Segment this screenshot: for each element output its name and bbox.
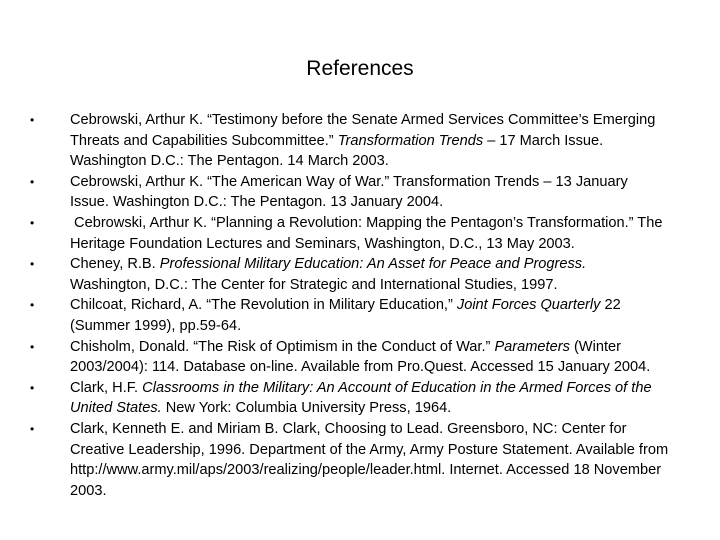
bullet-icon: • — [30, 174, 35, 189]
reference-segment: Cebrowski, Arthur K. “The American Way of War.” Transformation Trends – 13 January Issue. Washington D.C.: The Pentagon. 13 January 2004. — [70, 173, 628, 211]
reference-segment: (Winter 2003/2004): 114. Database on-line. Available from Pro.Quest. Accessed 15 January 2004. — [70, 338, 651, 376]
reference-item — [0, 295, 670, 336]
reference-text — [70, 256, 586, 293]
reference-item — [0, 213, 670, 254]
reference-title-italic: Professional Military Education: An Asset for Peace and Progress. — [159, 256, 587, 273]
page-title: References — [306, 57, 414, 80]
bullet-icon: • — [30, 113, 35, 127]
bullet-icon: • — [30, 339, 35, 354]
reference-segment: Chisholm, Donald. “The Risk of Optimism in the Conduct of War.” — [70, 338, 495, 355]
reference-segment: Cebrowski, Arthur K. “Planning a Revolution: Mapping the Pentagon’s Transformation.” The Heritage Foundation Lectures and Seminars, Washington, D.C., 13 May 2003. — [70, 214, 663, 252]
reference-segment: 22 (Summer 1999), pp.59-64. — [70, 297, 621, 334]
reference-title-italic: Joint Forces Quarterly — [456, 297, 601, 314]
reference-segment: New York: Columbia University Press, 1964. — [161, 400, 452, 417]
bullet-icon: • — [30, 257, 35, 272]
bullet-icon: • — [30, 215, 35, 230]
reference-item — [0, 378, 670, 419]
reference-text — [70, 380, 652, 417]
reference-segment: Cheney, R.B. — [70, 256, 160, 273]
reference-text — [70, 297, 621, 334]
reference-segment: Washington, D.C.: The Center for Strategic and International Studies, 1997. — [70, 276, 558, 293]
reference-item — [0, 337, 670, 378]
reference-segment: – 17 March Issue. Washington D.C.: The Pentagon. 14 March 2003. — [70, 132, 604, 170]
reference-segment: Clark, Kenneth E. and Miriam B. Clark, Choosing to Lead. Greensboro, NC: Center for Creative Leadership, 1996. Department of the Army, Army Posture Statement. Available from http://www.army.mil/aps/2003/realizing/people/leader.html. Internet. Accessed 18 November 2003. — [70, 420, 669, 499]
reference-text — [70, 339, 650, 376]
reference-text — [70, 112, 655, 169]
reference-item — [0, 419, 670, 501]
bullet-icon: • — [30, 380, 35, 395]
reference-text — [70, 174, 628, 211]
reference-title-italic: Transformation Trends — [337, 132, 484, 149]
reference-segment: Clark, H.F. — [70, 379, 143, 396]
reference-segment: Chilcoat, Richard, A. “The Revolution in Military Education,” — [70, 297, 457, 314]
reference-item — [0, 254, 670, 295]
reference-segment: Cebrowski, Arthur K. “Testimony before the Senate Armed Services Committee’s Emerging Threats and Capabilities Subcommittee.” — [70, 112, 656, 149]
reference-text — [70, 421, 668, 499]
reference-title-italic: Parameters — [494, 338, 570, 355]
reference-text — [70, 215, 662, 252]
reference-title-italic: Classrooms in the Military: An Account of Education in the Armed Forces of the United States. — [70, 379, 652, 417]
bullet-icon: • — [30, 298, 35, 313]
reference-list — [0, 110, 720, 501]
reference-item — [0, 110, 670, 172]
bullet-icon: • — [30, 421, 35, 436]
reference-item — [0, 172, 670, 213]
